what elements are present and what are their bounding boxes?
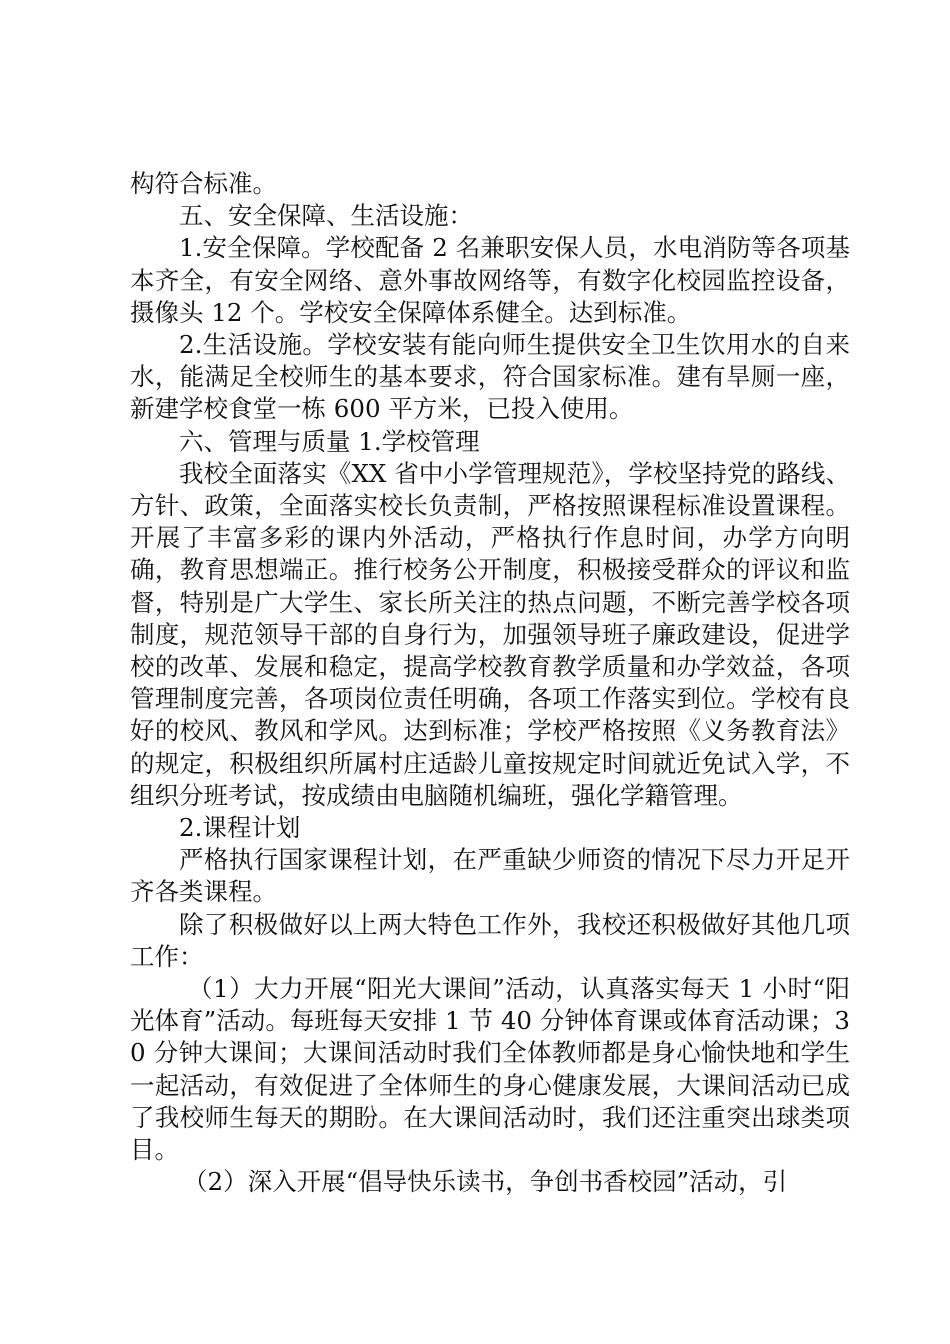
heading-section-five: 五、安全保障、生活设施： bbox=[179, 201, 473, 231]
document-body bbox=[130, 168, 850, 1199]
paragraph-other-work: 除了积极做好以上两大特色工作外，我校还积极做好其他几项工作： bbox=[130, 909, 850, 971]
paragraph-safety: 1.安全保障。学校配备 2 名兼职安保人员，水电消防等各项基本齐全，有安全网络、意外事故网络等，有数字化校园监控设备，摄像头 12 个。学校安全保障体系健全。达到标准。 bbox=[130, 233, 850, 327]
heading-section-six: 六、管理与质量 1.学校管理 bbox=[179, 426, 480, 456]
paragraph-item-2: （2）深入开展“倡导快乐读书，争创书香校园”活动，引 bbox=[183, 1167, 788, 1197]
paragraph-item-1: （1）大力开展“阳光大课间”活动，认真落实每天 1 小时“阳光体育”活动。每班每天安排 1 节 40 分钟体育课或体育活动课；30 分钟大课间；大课间活动时我们全体教师都是身心愉快地和学生一起活动，有效促进了全体师生的身心健康发展，大课间活动已成了我校师生每天的期盼。在大课间活动时，我们还注重突出球类项目。 bbox=[130, 974, 850, 1165]
paragraph-course-plan: 严格执行国家课程计划，在严重缺少师资的情况下尽力开足开齐各类课程。 bbox=[130, 845, 850, 907]
paragraph-continuation: 构符合标准。 bbox=[130, 169, 277, 198]
paragraph-school-management: 我校全面落实《XX 省中小学管理规范》，学校坚持党的路线、方针、政策，全面落实校长负责制，严格按照课程标准设置课程。开展了丰富多彩的课内外活动，严格执行作息时间，办学方向明确，教育思想端正。推行校务公开制度，积极接受群众的评议和监督，特别是广大学生、家长所关注的热点问题，不断完善学校各项制度，规范领导干部的自身行为，加强领导班子廉政建设，促进学校的改革、发展和稳定，提高学校教育教学质量和办学效益，各项管理制度完善，各项岗位责任明确，各项工作落实到位。学校有良好的校风、教风和学风。达到标准；学校严格按照《义务教育法》的规定，积极组织所属村庄适龄儿童按规定时间就近免试入学，不组织分班考试，按成绩由电脑随机编班，强化学籍管理。 bbox=[130, 458, 850, 810]
heading-course-plan: 2.课程计划 bbox=[179, 813, 301, 843]
paragraph-living-facilities: 2.生活设施。学校安装有能向师生提供安全卫生饮用水的自来水，能满足全校师生的基本要求，符合国家标准。建有旱厕一座，新建学校食堂一栋 600 平方米，已投入使用。 bbox=[130, 330, 850, 424]
